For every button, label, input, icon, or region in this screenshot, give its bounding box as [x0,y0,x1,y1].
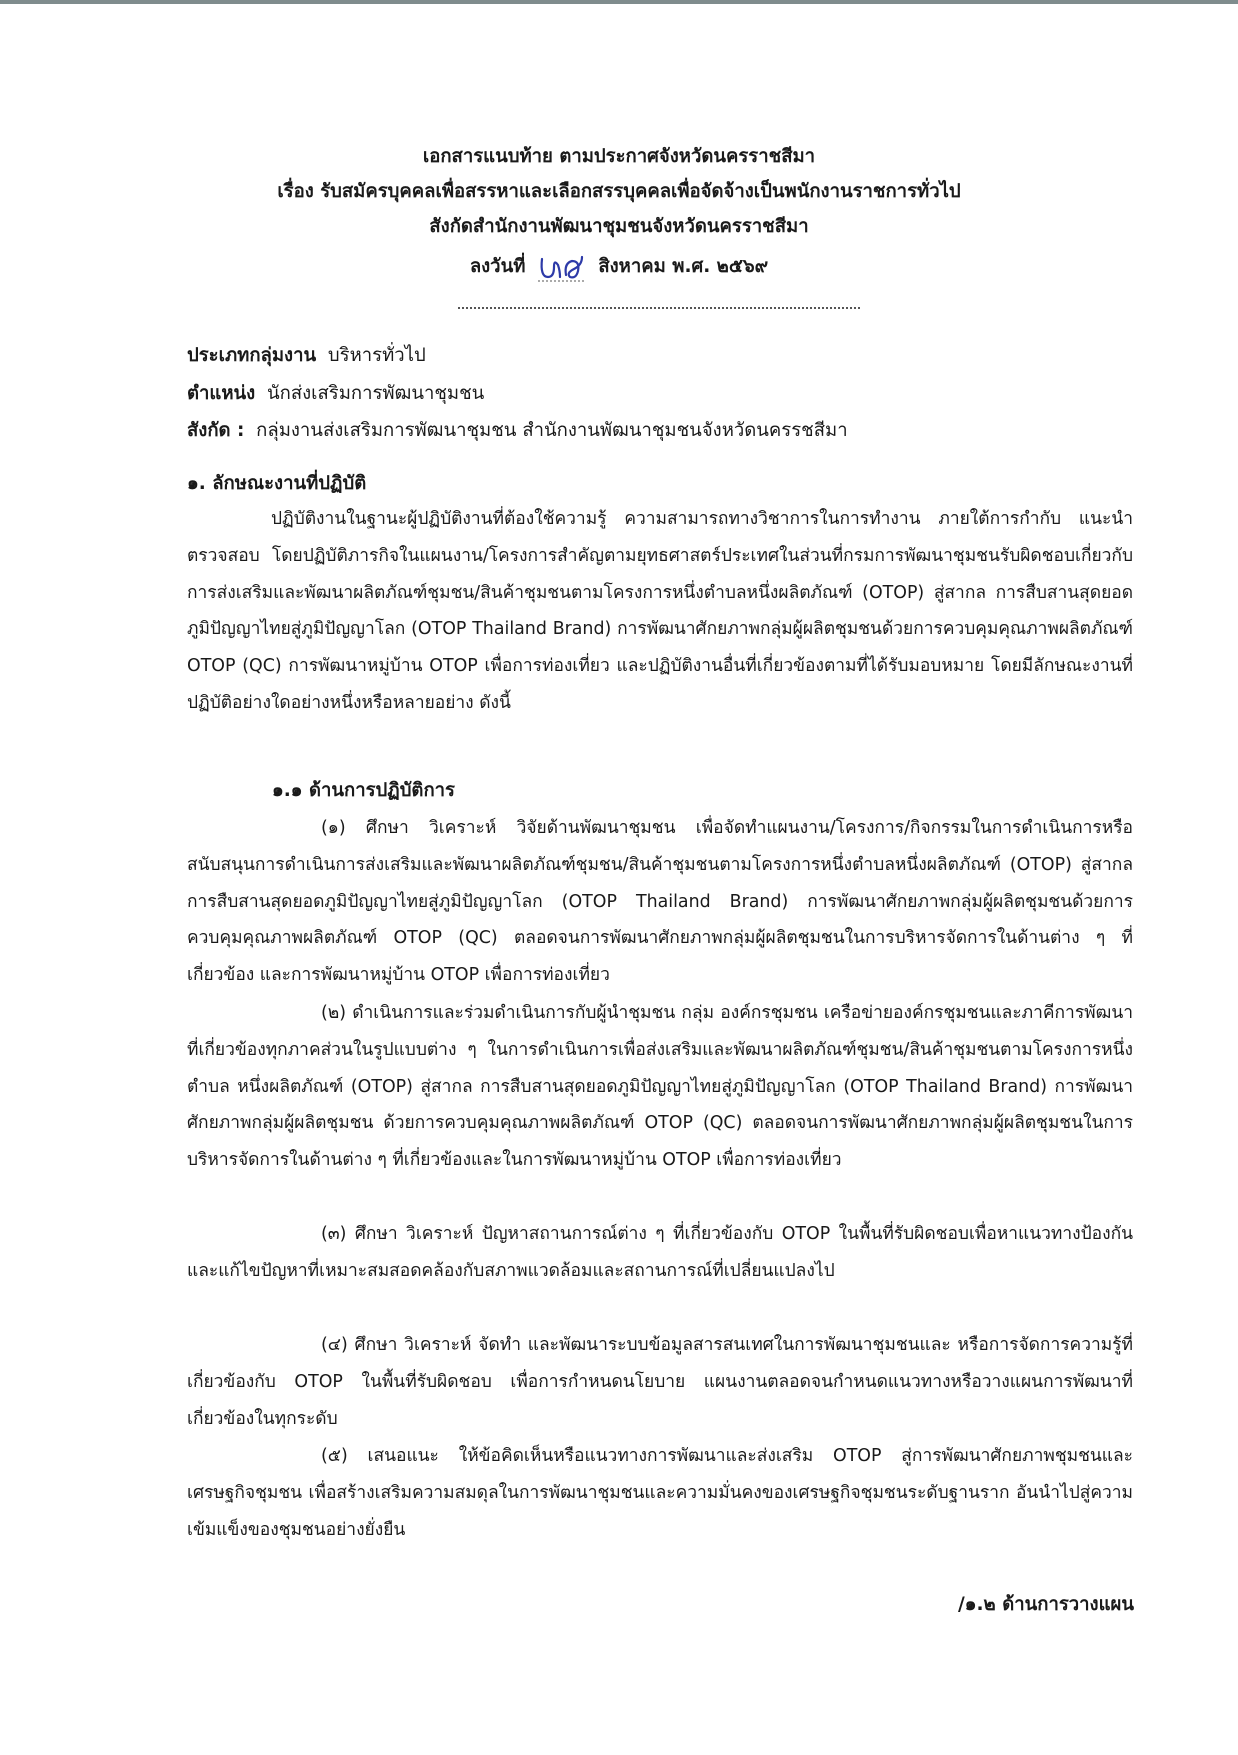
handwritten-day [538,253,586,281]
header-line-1: เอกสารแนบท้าย ตามประกาศจังหวัดนครราชสีมา [422,146,816,167]
affiliation-value: กลุ่มงานส่งเสริมการพัฒนาชุมชน สำนักงานพัฒนาชุมชนจังหวัดนครรชสีมา [256,420,848,441]
next-section-reference: /๑.๒ ด้านการวางแผน [958,1594,1134,1615]
item-4: (๔) ศึกษา วิเคราะห์ จัดทำ และพัฒนาระบบข้อมูลสารสนเทศในการพัฒนาชุมชนและ หรือการจัดการความรู้ที่เกี่ยวข้องกับ OTOP ในพื้นที่รับผิดชอบ เพื่อการกำหนดนโยบาย แผนงานตลอดจนกำหนดแนวทางหรือวางแผนการพัฒนาที่เกี่ยวข้องในทุกระดับ [187,1335,1133,1429]
item-3: (๓) ศึกษา วิเคราะห์ ปัญหาสถานการณ์ต่าง ๆ ที่เกี่ยวข้องกับ OTOP ในพื้นที่รับผิดชอบเพื่อหาแนวทางป้องกันและแก้ไขปัญหาที่เหมาะสมสอดคล้องกับสภาพแวดล้อมและสถานการณ์ที่เปลี่ยนแปลงไป [187,1224,1133,1281]
header-line-2: เรื่อง รับสมัครบุคคลเพื่อสรรหาและเลือกสรรบุคคลเพื่อจัดจ้างเป็นพนักงานราชการทั่วไป [277,181,961,202]
header-date-line [0,252,1238,282]
position-value: นักส่งเสริมการพัฒนาชุมชน [266,383,485,404]
handwritten-day-signature [538,253,586,283]
header-line-3: สังกัดสำนักงานพัฒนาชุมชนจังหวัดนครราชสีมา [429,216,809,237]
section-1-title: ๑. ลักษณะงานที่ปฏิบัติ [187,473,367,494]
affiliation-label: สังกัด : [187,420,245,441]
subsection-1-1-title: ๑.๑ ด้านการปฏิบัติการ [272,780,455,801]
meta-group [187,341,426,371]
group-label: ประเภทกลุ่มงาน [187,345,317,366]
item-2: (๒) ดำเนินการและร่วมดำเนินการกับผู้นำชุมชน กลุ่ม องค์กรชุมชน เครือข่ายองค์กรชุมชนและภาคีการพัฒนาที่เกี่ยวข้องทุกภาคส่วนในรูปแบบต่าง ๆ ในการดำเนินการเพื่อส่งเสริมและพัฒนาผลิตภัณฑ์ชุมชน/สินค้าชุมชนตามโครงการหนึ่งตำบล หนึ่งผลิตภัณฑ์ (OTOP) สู่สากล การสืบสานสุดยอดภูมิปัญญาไทยสู่ภูมิปัญญาโลก (OTOP Thailand Brand) การพัฒนาศักยภาพกลุ่มผู้ผลิตชุมชน ด้วยการควบคุมคุณภาพผลิตภัณฑ์ OTOP (QC) ตลอดจนการพัฒนาศักยภาพกลุ่มผู้ผลิตชุมชนในการบริหารจัดการในด้านต่าง ๆ ที่เกี่ยวข้องและในการพัฒนาหมู่บ้าน OTOP เพื่อการท่องเที่ยว [187,1003,1133,1171]
position-label: ตำแหน่ง [187,383,256,404]
separator-dotted-line [458,307,860,309]
date-prefix: ลงวันที่ [469,256,526,277]
item-1: (๑) ศึกษา วิเคราะห์ วิจัยด้านพัฒนาชุมชน เพื่อจัดทำแผนงาน/โครงการ/กิจกรรมในการดำเนินการหรือสนับสนุนการดำเนินการส่งเสริมและพัฒนาผลิตภัณฑ์ชุมชน/สินค้าชุมชนตามโครงการหนึ่งตำบลหนึ่งผลิตภัณฑ์ (OTOP) สู่สากล การสืบสานสุดยอดภูมิปัญญาไทยสู่ภูมิปัญญาโลก (OTOP Thailand Brand) การพัฒนาศักยภาพกลุ่มผู้ผลิตชุมชนด้วยการควบคุมคุณภาพผลิตภัณฑ์ OTOP (QC) ตลอดจนการพัฒนาศักยภาพกลุ่มผู้ผลิตชุมชนในการบริหารจัดการในด้านต่าง ๆ ที่เกี่ยวข้อง และการพัฒนาหมู่บ้าน OTOP เพื่อการท่องเที่ยว [187,818,1133,986]
section-1-intro: ปฏิบัติงานในฐานะผู้ปฏิบัติงานที่ต้องใช้ความรู้ ความสามารถทางวิชาการในการทำงาน ภายใต้การกำกับ แนะนำ ตรวจสอบ โดยปฏิบัติภารกิจในแผนงาน/โครงการสำคัญตามยุทธศาสตร์ประเทศในส่วนที่กรมการพัฒนาชุมชนรับผิดชอบเกี่ยวกับการส่งเสริมและพัฒนาผลิตภัณฑ์ชุมชน/สินค้าชุมชนตามโครงการหนึ่งตำบลหนึ่งผลิตภัณฑ์ (OTOP) สู่สากล การสืบสานสุดยอดภูมิปัญญาไทยสู่ภูมิปัญญาโลก (OTOP Thailand Brand) การพัฒนาศักยภาพกลุ่มผู้ผลิตชุมชนด้วยการควบคุมคุณภาพผลิตภัณฑ์ OTOP (QC) การพัฒนาหมู่บ้าน OTOP เพื่อการท่องเที่ยว และปฏิบัติงานอื่นที่เกี่ยวข้องตามที่ได้รับมอบหมาย โดยมีลักษณะงานที่ปฏิบัติอย่างใดอย่างหนึ่งหรือหลายอย่าง ดังนี้ [187,509,1133,713]
meta-position [187,379,484,409]
date-suffix: สิงหาคม พ.ศ. ๒๕๖๙ [598,256,769,277]
group-value: บริหารทั่วไป [327,345,426,366]
meta-affiliation [187,416,848,446]
item-5: (๕) เสนอแนะ ให้ข้อคิดเห็นหรือแนวทางการพัฒนาและส่งเสริม OTOP สู่การพัฒนาศักยภาพชุมชนและเศรษฐกิจชุมชน เพื่อสร้างเสริมความสมดุลในการพัฒนาชุมชนและความมั่นคงของเศรษฐกิจชุมชนระดับฐานราก อันนำไปสู่ความเข้มแข็งของชุมชนอย่างยั่งยืน [187,1446,1133,1540]
